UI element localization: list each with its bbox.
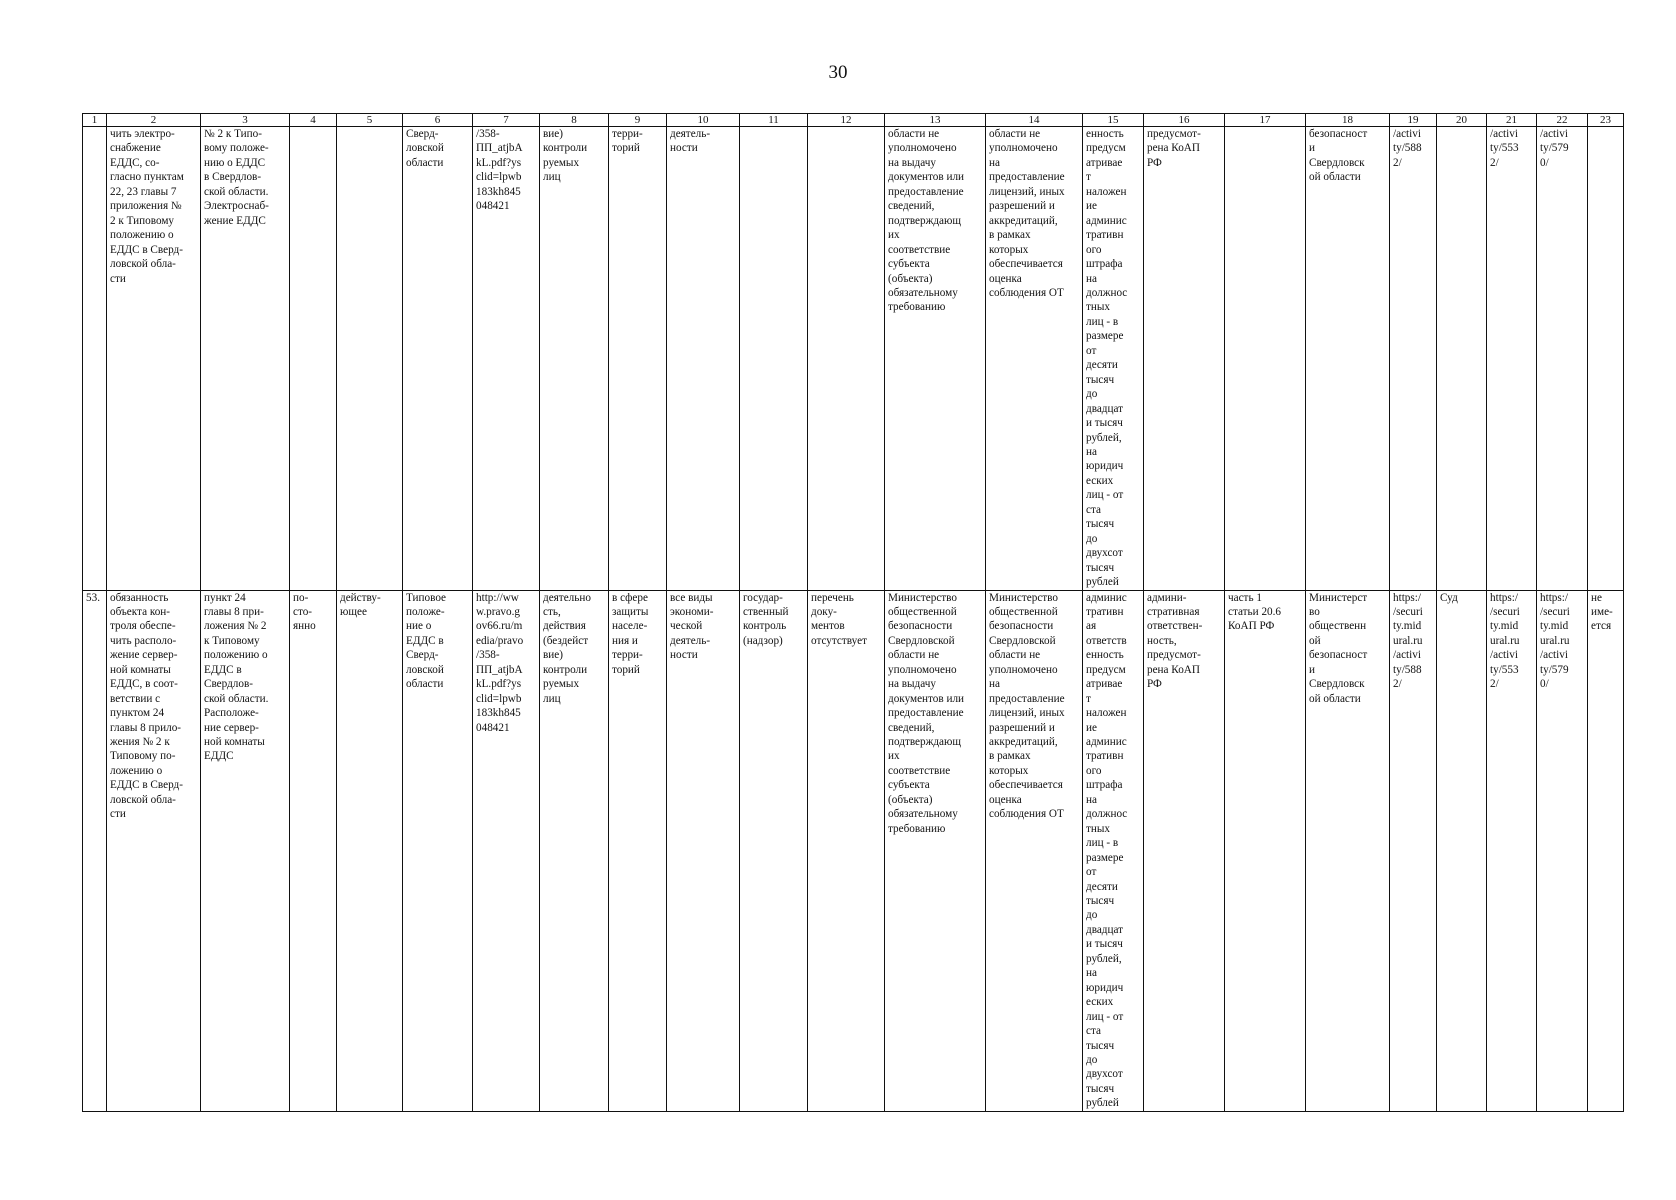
table-cell: чить электро- снабжение ЕДДС, со- гласно пунктам 22, 23 главы 7 приложения № 2 к Типовому положению о ЕДДС в Сверд- ловской обла- сти bbox=[107, 127, 201, 591]
table-cell: https:/ /securi ty.mid ural.ru /activi ty/553 2/ bbox=[1487, 590, 1537, 1111]
table-cell: обязанность объекта кон- троля обеспе- чить располо- жение сервер- ной комнаты ЕДДС, в соот- ветствии с пунктом 24 главы 8 прило- жения № 2 к Типовому по- ложению о ЕДДС в Сверд- ловской обла- сти bbox=[107, 590, 201, 1111]
table-cell: № 2 к Типо- вому положе- нию о ЕДДС в Свердлов- ской области. Электроснаб- жение ЕДДС bbox=[201, 127, 290, 591]
table-cell: действу- ющее bbox=[337, 590, 403, 1111]
table-cell: Сверд- ловской области bbox=[403, 127, 473, 591]
table-cell: области не уполномочено на выдачу документов или предоставление сведений, подтверждающ их соответствие субъекта (объекта) обязательному требованию bbox=[885, 127, 986, 591]
column-number: 22 bbox=[1537, 114, 1588, 127]
table-cell: /activi ty/588 2/ bbox=[1390, 127, 1437, 591]
table-cell: деятельно сть, действия (бездейст вие) контроли руемых лиц bbox=[540, 590, 609, 1111]
table-cell: https:/ /securi ty.mid ural.ru /activi ty/579 0/ bbox=[1537, 590, 1588, 1111]
row-number: 53. bbox=[83, 590, 107, 1111]
column-number: 18 bbox=[1306, 114, 1390, 127]
table-cell: /358- ПП_atjbA kL.pdf?ys clid=lpwb 183kh845 048421 bbox=[473, 127, 540, 591]
column-number: 17 bbox=[1225, 114, 1306, 127]
table-row bbox=[83, 590, 1624, 1111]
table-cell: https:/ /securi ty.mid ural.ru /activi ty/588 2/ bbox=[1390, 590, 1437, 1111]
header-row bbox=[83, 114, 1624, 127]
column-number: 1 bbox=[83, 114, 107, 127]
column-number: 12 bbox=[808, 114, 885, 127]
column-number: 16 bbox=[1144, 114, 1225, 127]
column-number: 8 bbox=[540, 114, 609, 127]
column-number: 3 bbox=[201, 114, 290, 127]
table-cell: Типовое положе- ние о ЕДДС в Сверд- ловской области bbox=[403, 590, 473, 1111]
table-cell: часть 1 статьи 20.6 КоАП РФ bbox=[1225, 590, 1306, 1111]
table-cell: области не уполномочено на предоставление лицензий, иных разрешений и аккредитаций, в рамках которых обеспечивается оценка соблюдения ОТ bbox=[986, 127, 1083, 591]
table-cell bbox=[808, 127, 885, 591]
table-cell: Министерст во общественн ой безопасност и Свердловск ой области bbox=[1306, 590, 1390, 1111]
table-cell bbox=[337, 127, 403, 591]
table-cell bbox=[290, 127, 337, 591]
table-cell: /activi ty/579 0/ bbox=[1537, 127, 1588, 591]
table-cell bbox=[1225, 127, 1306, 591]
table-row bbox=[83, 127, 1624, 591]
table-cell: Министерство общественной безопасности Свердловской области не уполномочено на предоставление лицензий, иных разрешений и аккредитаций, в рамках которых обеспечивается оценка соблюдения ОТ bbox=[986, 590, 1083, 1111]
column-number: 10 bbox=[667, 114, 740, 127]
table-cell: пункт 24 главы 8 при- ложения № 2 к Типовому положению о ЕДДС в Свердлов- ской области. Расположе- ние сервер- ной комнаты ЕДДС bbox=[201, 590, 290, 1111]
column-number: 20 bbox=[1437, 114, 1487, 127]
column-number: 5 bbox=[337, 114, 403, 127]
table-cell: перечень доку- ментов отсутствует bbox=[808, 590, 885, 1111]
table-cell: не име- ется bbox=[1588, 590, 1624, 1111]
table-cell: все виды экономи- ческой деятель- ности bbox=[667, 590, 740, 1111]
column-number: 19 bbox=[1390, 114, 1437, 127]
table-cell: терри- торий bbox=[609, 127, 667, 591]
column-number: 9 bbox=[609, 114, 667, 127]
table-cell bbox=[83, 127, 107, 591]
table-cell: предусмот- рена КоАП РФ bbox=[1144, 127, 1225, 591]
requirements-table bbox=[82, 113, 1624, 1112]
table-cell bbox=[1437, 127, 1487, 591]
column-number: 7 bbox=[473, 114, 540, 127]
table-cell: безопасност и Свердловск ой области bbox=[1306, 127, 1390, 591]
table-cell bbox=[740, 127, 808, 591]
column-number: 21 bbox=[1487, 114, 1537, 127]
column-number: 14 bbox=[986, 114, 1083, 127]
column-number: 4 bbox=[290, 114, 337, 127]
column-number: 2 bbox=[107, 114, 201, 127]
table-cell bbox=[1588, 127, 1624, 591]
column-number: 13 bbox=[885, 114, 986, 127]
table-cell: в сфере защиты населе- ния и терри- торий bbox=[609, 590, 667, 1111]
table-cell: енность предусм атривае т наложен ие админис тративн ого штрафа на должнос тных лиц - в размере от десяти тысяч до двадцат и тысяч рублей, на юридич еских лиц - от ста тысяч до двухсот тысяч рублей bbox=[1083, 127, 1144, 591]
page-number: 30 bbox=[828, 62, 848, 83]
table-cell: Министерство общественной безопасности Свердловской области не уполномочено на выдачу документов или предоставление сведений, подтверждающ их соответствие субъекта (объекта) обязательному требованию bbox=[885, 590, 986, 1111]
column-number: 6 bbox=[403, 114, 473, 127]
table-cell: админи- стративная ответствен- ность, предусмот- рена КоАП РФ bbox=[1144, 590, 1225, 1111]
table-cell: http://ww w.pravo.g ov66.ru/m edia/pravo /358- ПП_atjbA kL.pdf?ys clid=lpwb 183kh845 048421 bbox=[473, 590, 540, 1111]
table-cell: государ- ственный контроль (надзор) bbox=[740, 590, 808, 1111]
table-cell: админис тративн ая ответств енность предусм атривае т наложен ие админис тративн ого штрафа на должнос тных лиц - в размере от десяти тысяч до двадцат и тысяч рублей, на юридич еских лиц - от ста тысяч до двухсот тысяч рублей bbox=[1083, 590, 1144, 1111]
column-number: 23 bbox=[1588, 114, 1624, 127]
column-number: 11 bbox=[740, 114, 808, 127]
table-cell: /activi ty/553 2/ bbox=[1487, 127, 1537, 591]
table-cell: Суд bbox=[1437, 590, 1487, 1111]
column-number: 15 bbox=[1083, 114, 1144, 127]
table-cell: по- сто- янно bbox=[290, 590, 337, 1111]
table-cell: деятель- ности bbox=[667, 127, 740, 591]
table-cell: вие) контроли руемых лиц bbox=[540, 127, 609, 591]
